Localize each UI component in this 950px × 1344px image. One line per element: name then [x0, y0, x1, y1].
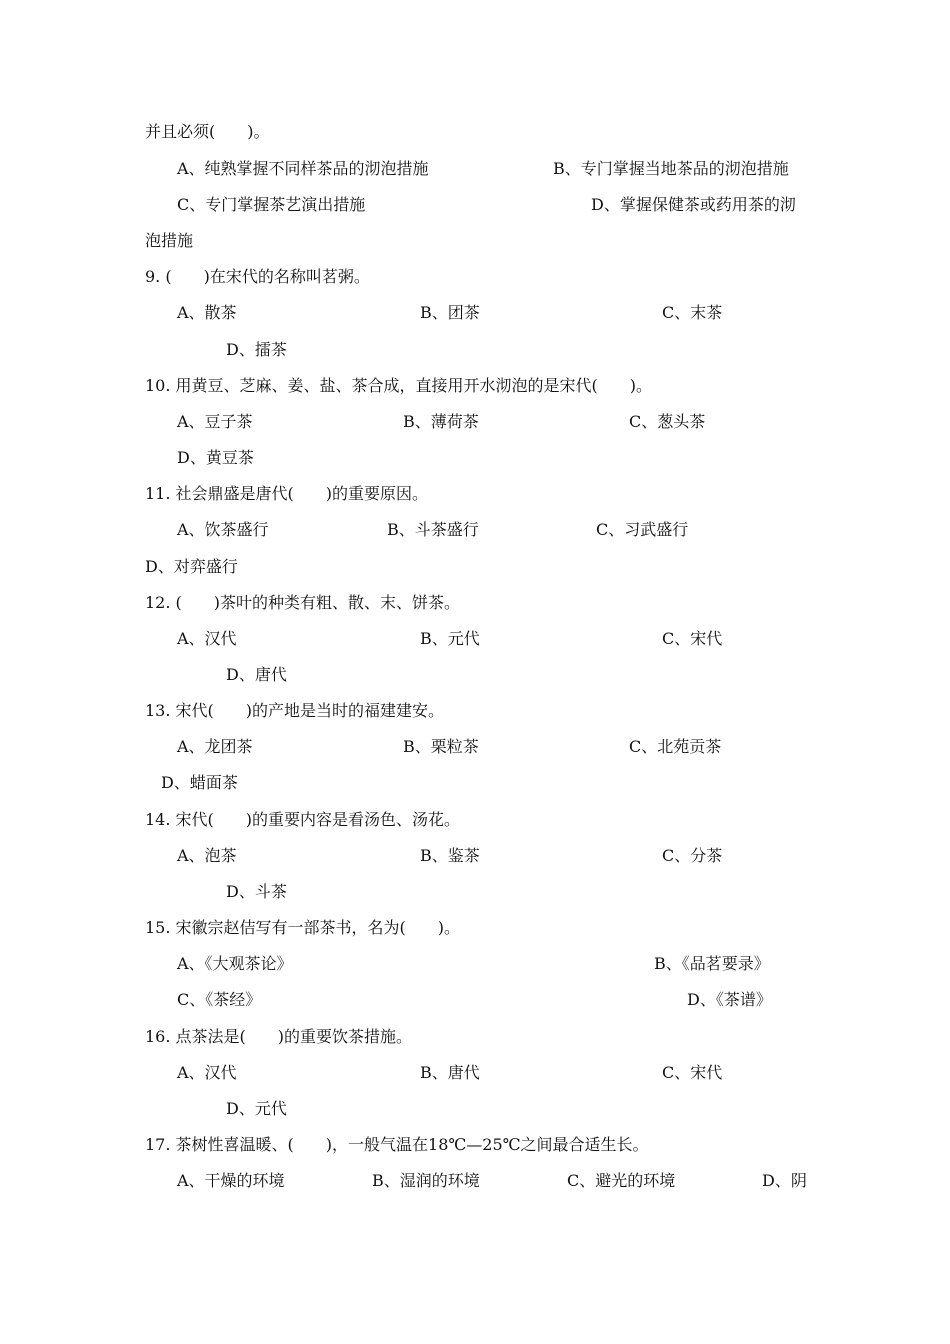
q14-option-a: A、泡茶	[177, 846, 237, 865]
q15-option-b: B、《品茗要录》	[654, 954, 770, 973]
q10-option-b: B、薄荷茶	[403, 412, 479, 431]
q12-option-b: B、元代	[420, 629, 480, 648]
q16-option-a: A、汉代	[177, 1063, 237, 1082]
q8-option-c: C、专门掌握茶艺演出措施	[177, 195, 366, 214]
q10-option-c: C、葱头茶	[629, 412, 706, 431]
q11-option-d: D、对弈盛行	[145, 557, 238, 576]
q12-option-a: A、汉代	[177, 629, 237, 648]
q17-option-a: A、干燥的环境	[177, 1171, 285, 1190]
q9-option-c: C、末茶	[662, 303, 723, 322]
q12-stem: 12. ( )茶叶的种类有粗、散、末、饼茶。	[145, 593, 461, 612]
q10-option-a: A、豆子茶	[177, 412, 253, 431]
q17-stem: 17. 茶树性喜温暖、( )，一般气温在18℃—25℃之间最合适生长。	[145, 1135, 649, 1154]
q11-option-b: B、斗茶盛行	[387, 520, 479, 539]
q13-option-c: C、北苑贡茶	[629, 737, 722, 756]
q15-option-d: D、《茶谱》	[687, 990, 772, 1009]
q15-option-c: C、《茶经》	[177, 990, 262, 1009]
q8-option-b: B、专门掌握当地茶品的沏泡措施	[553, 159, 789, 178]
q9-option-b: B、团茶	[420, 303, 480, 322]
q16-option-b: B、唐代	[420, 1063, 480, 1082]
q16-option-c: C、宋代	[662, 1063, 723, 1082]
q9-option-a: A、散茶	[177, 303, 237, 322]
q11-option-c: C、习武盛行	[596, 520, 689, 539]
q13-option-d: D、蜡面茶	[161, 773, 238, 792]
q12-option-c: C、宋代	[662, 629, 723, 648]
q13-option-b: B、栗粒茶	[403, 737, 479, 756]
q8-option-a: A、纯熟掌握不同样茶品的沏泡措施	[177, 159, 429, 178]
q16-option-d: D、元代	[226, 1099, 287, 1118]
q14-stem: 14. 宋代( )的重要内容是看汤色、汤花。	[145, 810, 461, 829]
q9-option-d: D、擂茶	[226, 340, 287, 359]
q14-option-c: C、分茶	[662, 846, 723, 865]
q10-stem: 10. 用黄豆、芝麻、姜、盐、茶合成，直接用开水沏泡的是宋代( )。	[145, 376, 653, 395]
q10-option-d: D、黄豆茶	[177, 448, 254, 467]
q14-option-d: D、斗茶	[226, 882, 287, 901]
q15-stem: 15. 宋徽宗赵佶写有一部茶书，名为( )。	[145, 918, 461, 937]
q8-stem-tail: 并且必须( )。	[145, 122, 270, 141]
q8-option-d: D、掌握保健茶或药用茶的沏	[591, 195, 796, 214]
q8-option-d-wrap: 泡措施	[145, 231, 194, 250]
q12-option-d: D、唐代	[226, 665, 287, 684]
q11-stem: 11. 社会鼎盛是唐代( )的重要原因。	[145, 484, 429, 503]
q13-option-a: A、龙团茶	[177, 737, 253, 756]
q13-stem: 13. 宋代( )的产地是当时的福建建安。	[145, 701, 445, 720]
q15-option-a: A、《大观茶论》	[177, 954, 293, 973]
q17-option-c: C、避光的环境	[567, 1171, 676, 1190]
q11-option-a: A、饮茶盛行	[177, 520, 269, 539]
q16-stem: 16. 点茶法是( )的重要饮茶措施。	[145, 1027, 413, 1046]
q17-option-b: B、湿润的环境	[372, 1171, 480, 1190]
q17-option-d: D、阴	[762, 1171, 807, 1190]
q14-option-b: B、鉴茶	[420, 846, 480, 865]
q9-stem: 9. ( )在宋代的名称叫茗粥。	[145, 267, 370, 286]
